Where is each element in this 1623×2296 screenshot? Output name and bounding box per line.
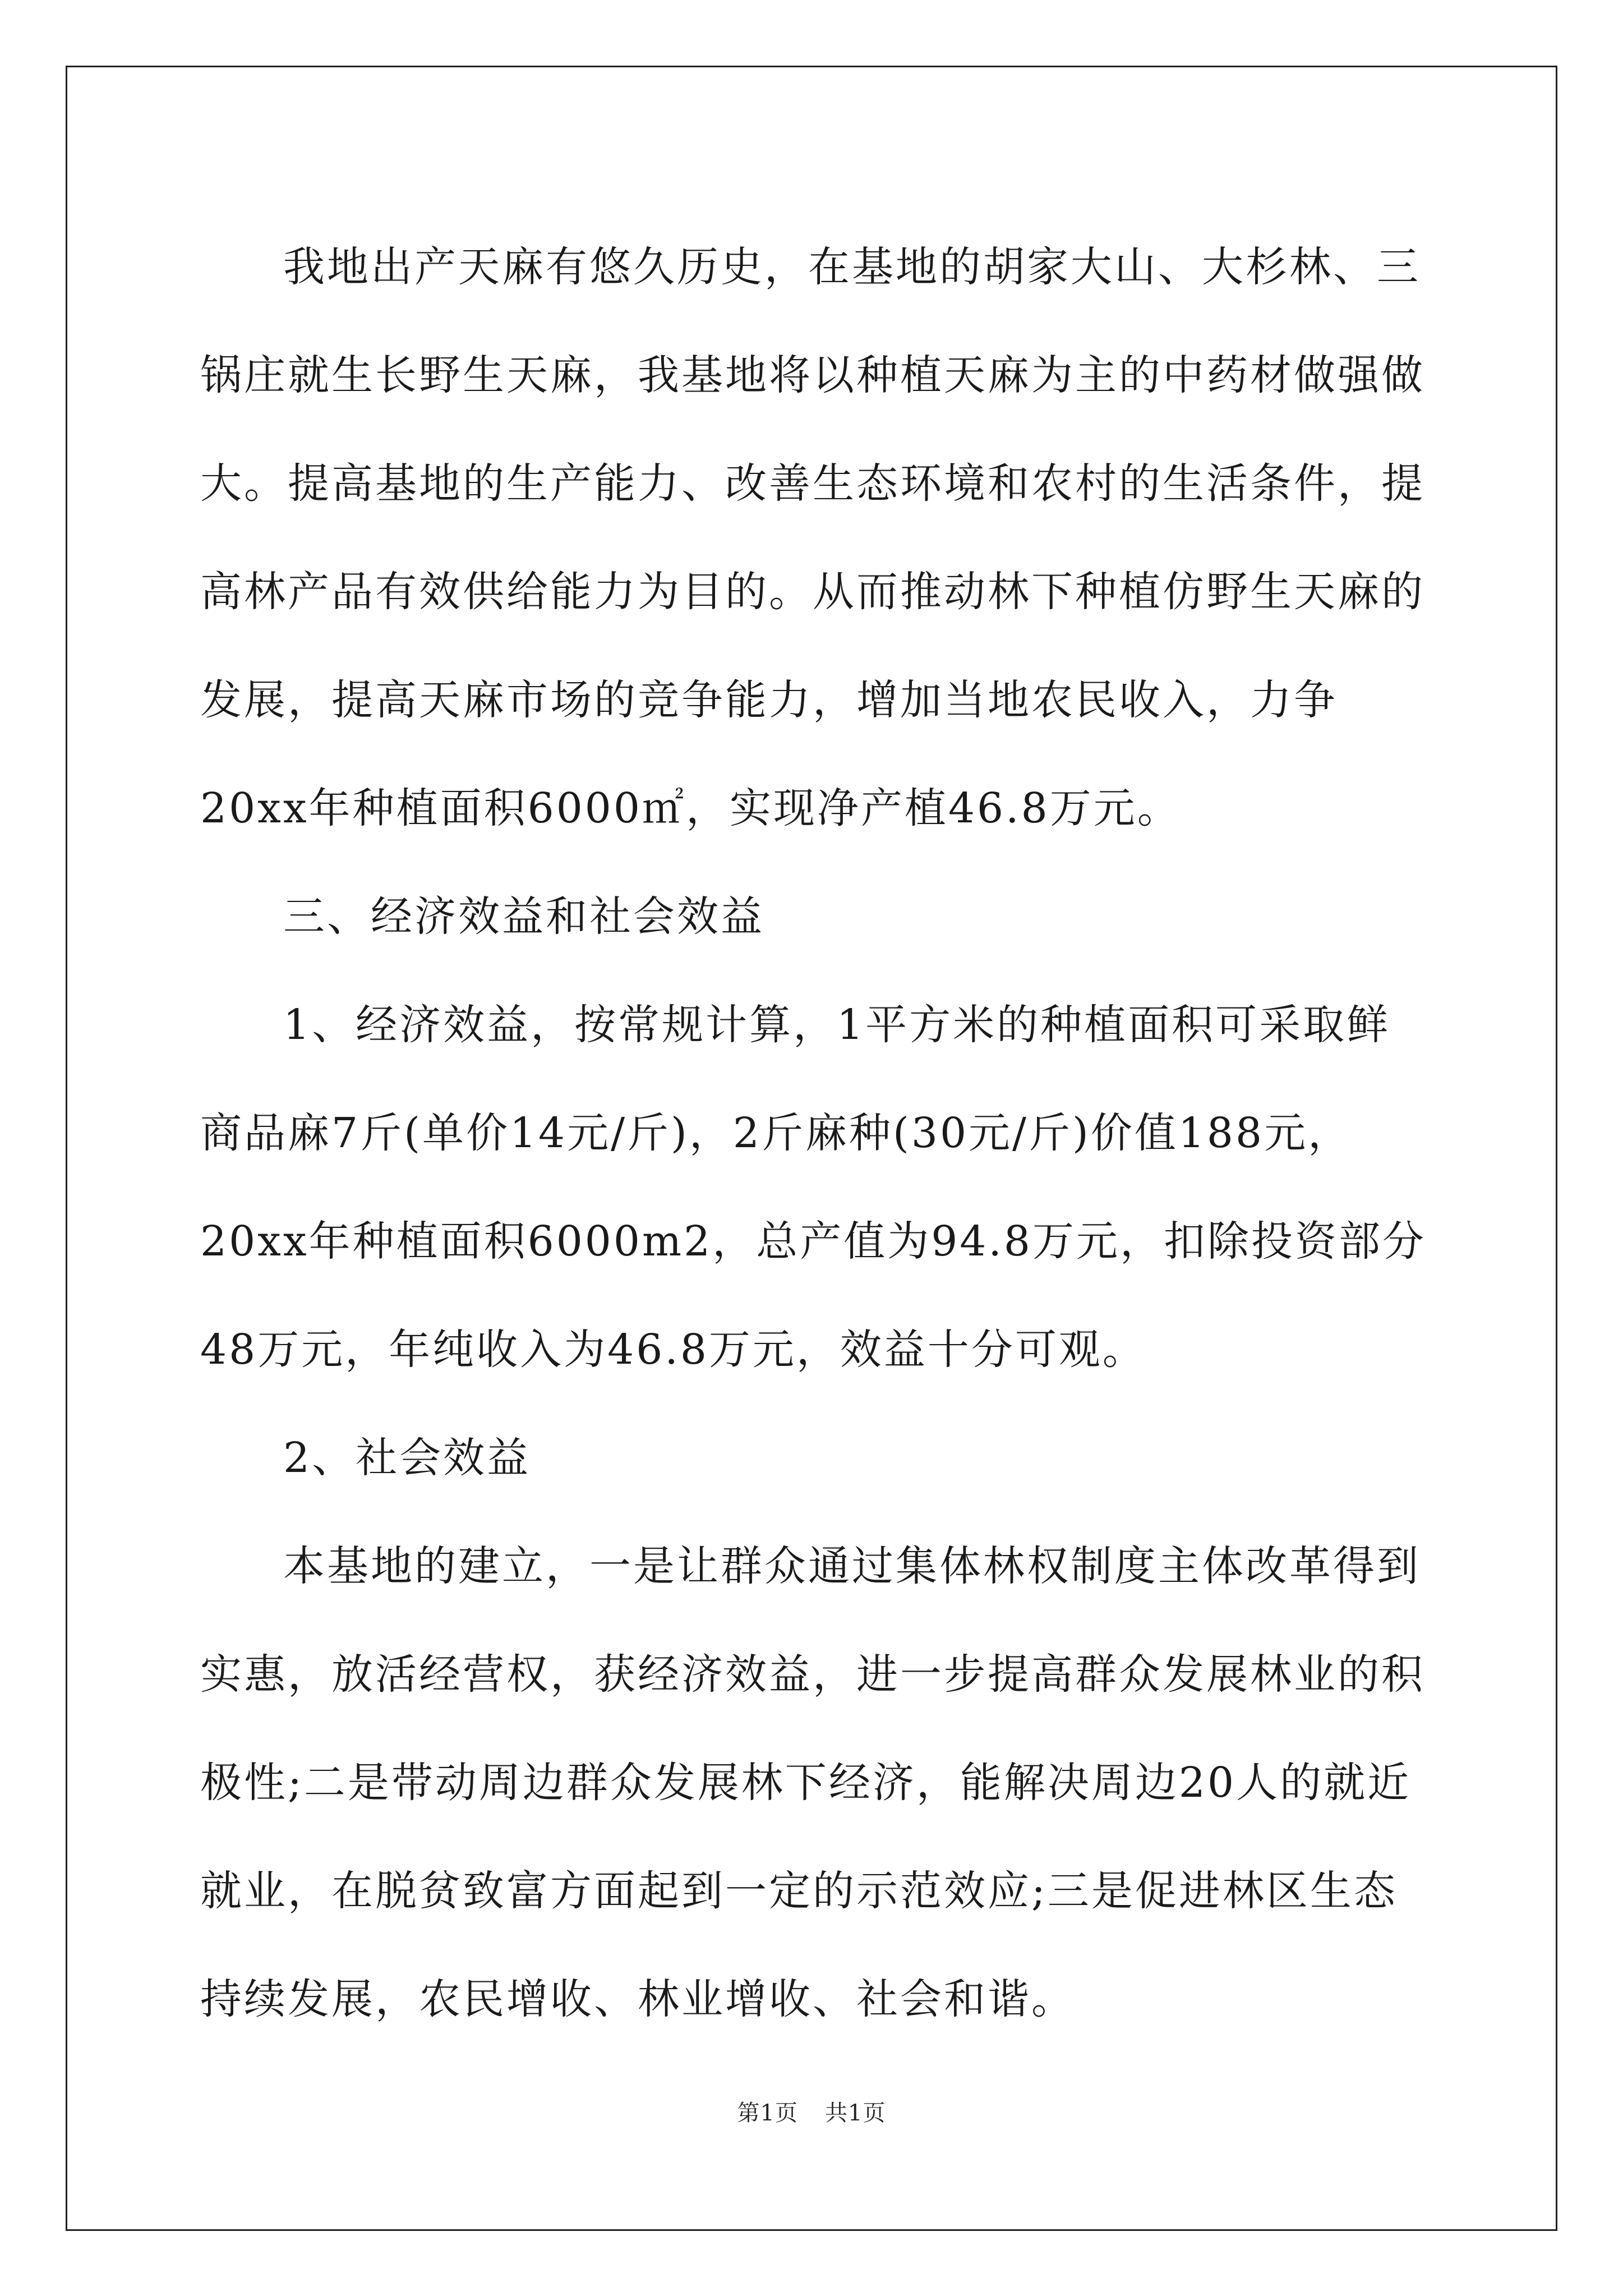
- page-total: 共1页: [825, 2100, 886, 2126]
- paragraph-economic-benefit: 1、经济效益，按常规计算，1平方米的种植面积可采取鲜商品麻7斤(单价14元/斤)，2斤麻种(30元/斤)价值188元，20xx年种植面积6000m2，总产值为94.8万元，扣除投资部分48万元，年纯收入为46.8万元，效益十分可观。: [200, 1001, 1426, 1374]
- document-body: [200, 213, 1434, 2054]
- paragraph-intro: 我地出产天麻有悠久历史，在基地的胡家大山、大杉林、三锅庄就生长野生天麻，我基地将以种植天麻为主的中药材做强做大。提高基地的生产能力、改善生态环境和农村的生活条件，提高林产品有效供给能力为目的。从而推动林下种植仿野生天麻的发展，提高天麻市场的竞争能力，增加当地农民收入，力争20xx年种植面积6000㎡，实现净产植46.8万元。: [200, 243, 1425, 832]
- subheading-social-benefit: 2、社会效益: [283, 1434, 531, 1482]
- page-number: 第1页: [737, 2100, 798, 2126]
- section-heading-benefits: 三、经济效益和社会效益: [283, 892, 764, 941]
- page-footer: [0, 2095, 1623, 2127]
- paragraph-social-benefit: 本基地的建立，一是让群众通过集体林权制度主体改革得到实惠，放活经营权，获经济效益，进一步提高群众发展林业的积极性;二是带动周边群众发展林下经济，能解决周边20人的就近就业，在脱贫致富方面起到一定的示范效应;三是促进林区生态持续发展，农民增收、林业增收、社会和谐。: [200, 1542, 1425, 2023]
